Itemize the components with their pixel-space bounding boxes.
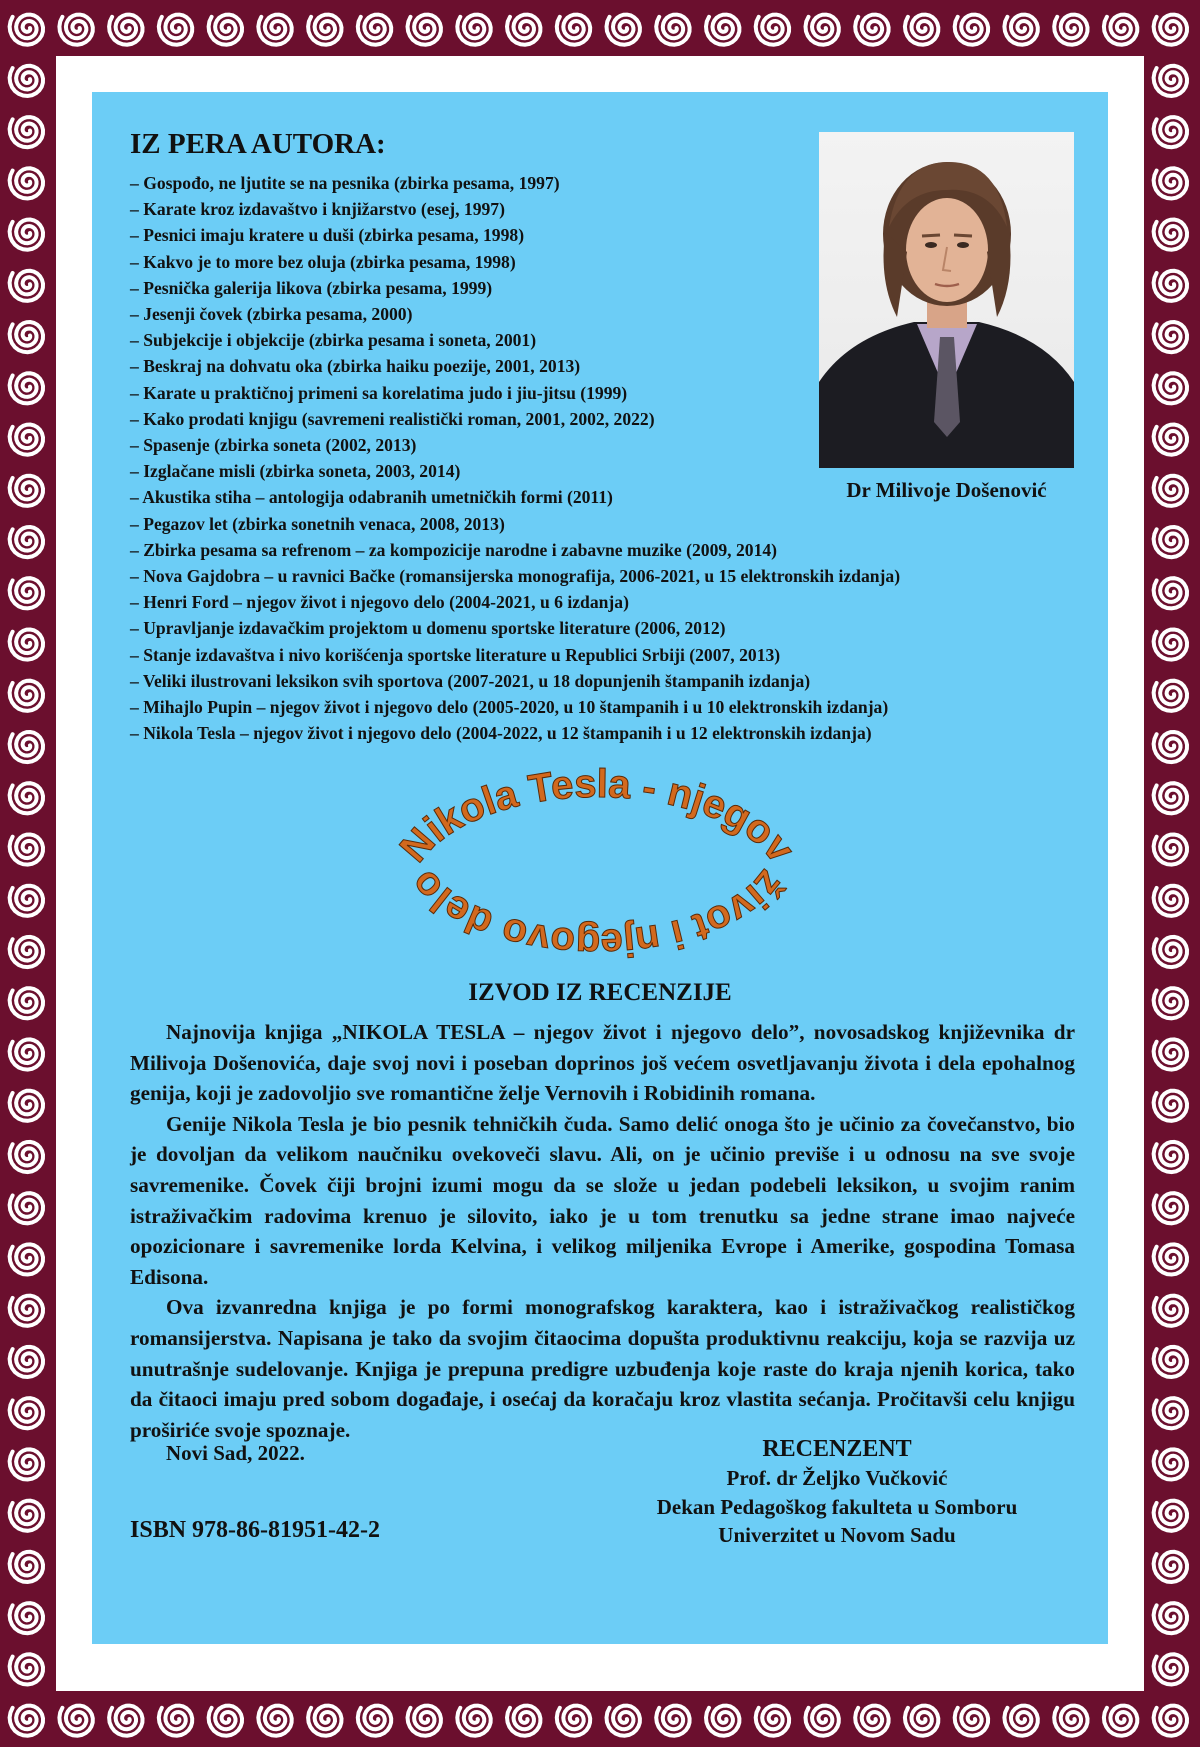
spiral-icon bbox=[1154, 988, 1187, 1018]
spiral-icon bbox=[10, 322, 43, 352]
spiral-icon bbox=[10, 1603, 43, 1633]
spiral-icon bbox=[557, 15, 590, 45]
spiral-icon bbox=[806, 1706, 839, 1736]
work-item: – Pegazov let (zbirka sonetnih venaca, 2008, 2013) bbox=[130, 513, 505, 534]
reviewer-name: Prof. dr Željko Vučković bbox=[726, 1466, 948, 1490]
spiral-icon bbox=[855, 15, 888, 45]
work-item: – Izglačane misli (zbirka soneta, 2003, 2014) bbox=[130, 461, 461, 482]
work-item: – Stanje izdavaštva i nivo korišćenja sportske literature u Republici Srbiji (2007, 2013) bbox=[130, 644, 781, 665]
spiral-icon bbox=[10, 783, 43, 813]
spiral-icon bbox=[1154, 886, 1187, 916]
work-item: – Jesenji čovek (zbirka pesama, 2000) bbox=[130, 304, 413, 325]
word-art-line-1: Nikola Tesla - njegov bbox=[391, 761, 803, 871]
spiral-icon bbox=[607, 15, 640, 45]
work-item: – Kakvo je to more bez oluja (zbirka pesama, 1998) bbox=[130, 251, 516, 272]
work-item: – Pesnička galerija likova (zbirka pesama, 1999) bbox=[130, 277, 493, 298]
spiral-icon bbox=[10, 630, 43, 660]
spiral-icon bbox=[507, 15, 540, 45]
spiral-icon bbox=[10, 1398, 43, 1428]
work-item: – Beskraj na dohvatu oka (zbirka haiku poezije, 2001, 2013) bbox=[130, 356, 581, 377]
spiral-icon bbox=[10, 220, 43, 250]
spiral-icon bbox=[1154, 937, 1187, 967]
spiral-icon bbox=[59, 1706, 92, 1736]
work-item: – Karate u praktičnoj primeni sa korelatima judo i jiu-jitsu (1999) bbox=[130, 382, 628, 403]
spiral-icon bbox=[10, 1347, 43, 1377]
spiral-icon bbox=[10, 1091, 43, 1121]
work-item: – Kako prodati knjigu (savremeni realistički roman, 2001, 2002, 2022) bbox=[130, 408, 655, 429]
spiral-icon bbox=[1154, 1091, 1187, 1121]
spiral-icon bbox=[1004, 15, 1037, 45]
word-art-line-2: život i njegovo delo bbox=[401, 861, 793, 966]
spiral-icon bbox=[10, 15, 43, 45]
spiral-icon bbox=[10, 271, 43, 301]
spiral-icon bbox=[10, 1244, 43, 1274]
spiral-icon bbox=[10, 1142, 43, 1172]
spiral-icon bbox=[10, 476, 43, 506]
spiral-icon bbox=[507, 1706, 540, 1736]
spiral-icon bbox=[1154, 1244, 1187, 1274]
spiral-icon bbox=[1154, 527, 1187, 557]
spiral-icon bbox=[10, 1039, 43, 1069]
spiral-icon bbox=[109, 1706, 142, 1736]
spiral-icon bbox=[1154, 271, 1187, 301]
review-paragraph: Genije Nikola Tesla je bio pesnik tehničkih čuda. Samo delić onoga što je učinio za čovečanstvo, bio je dovoljan da velikom naučniku ovekoveči slavu. Ali, on je učinio previše i u odnosu na sve svoje savremenike. Čovek čiji brojni izumi mogu da se slože u jedan podebeli leksikon, u svojim ranim istraživačkim radovima krenuo je silovito, iako je u tom trenutku sa jedne strane imao najveće opozicionare i savremenike lorda Kelvina, i velikog miljenika Evrope i Amerike, gospodina Tomasa Edisona. bbox=[130, 1111, 1075, 1289]
review-text bbox=[130, 1017, 1075, 1445]
spiral-icon bbox=[10, 937, 43, 967]
spiral-icon bbox=[1154, 1603, 1187, 1633]
spiral-icon bbox=[10, 66, 43, 96]
spiral-icon bbox=[1154, 1039, 1187, 1069]
spiral-icon bbox=[1154, 322, 1187, 352]
spiral-icon bbox=[1154, 578, 1187, 608]
reviewer-institution: Univerzitet u Novom Sadu bbox=[718, 1523, 956, 1547]
spiral-icon bbox=[855, 1706, 888, 1736]
spiral-icon bbox=[1054, 1706, 1087, 1736]
spiral-icon bbox=[905, 15, 938, 45]
spiral-icon bbox=[109, 15, 142, 45]
work-item: – Zbirka pesama sa refrenom – za kompozicije narodne i zabavne muzike (2009, 2014) bbox=[130, 539, 778, 560]
spiral-icon bbox=[10, 527, 43, 557]
spiral-icon bbox=[10, 1296, 43, 1326]
svg-text:život i njegovo delo bbox=[402, 862, 793, 965]
place-date: Novi Sad, 2022. bbox=[166, 1441, 305, 1465]
work-item: – Veliki ilustrovani leksikon svih sportova (2007-2021, u 18 dopunjenih štampanih izdanja) bbox=[130, 670, 811, 691]
work-item: – Spasenje (zbirka soneta (2002, 2013) bbox=[130, 435, 417, 456]
work-item: – Nikola Tesla – njegov život i njegovo delo (2004-2022, u 12 štampanih i u 12 elektronskih izdanja) bbox=[130, 723, 872, 744]
spiral-icon bbox=[557, 1706, 590, 1736]
spiral-icon bbox=[955, 1706, 988, 1736]
spiral-icon bbox=[159, 15, 192, 45]
spiral-icon bbox=[1154, 783, 1187, 813]
spiral-icon bbox=[10, 835, 43, 865]
spiral-icon bbox=[209, 15, 242, 45]
spiral-icon bbox=[358, 15, 391, 45]
spiral-icon bbox=[1154, 1347, 1187, 1377]
spiral-icon bbox=[1154, 835, 1187, 865]
spiral-icon bbox=[756, 15, 789, 45]
spiral-icon bbox=[1154, 1706, 1187, 1736]
work-item: – Gospođo, ne ljutite se na pesnika (zbirka pesama, 1997) bbox=[130, 173, 560, 193]
spiral-icon bbox=[1154, 1501, 1187, 1531]
spiral-icon bbox=[408, 15, 441, 45]
reviewer-block bbox=[617, 1434, 1057, 1550]
spiral-icon bbox=[1154, 630, 1187, 660]
spiral-icon bbox=[10, 373, 43, 403]
spiral-icon bbox=[1154, 681, 1187, 711]
work-item: – Akustika stiha – antologija odabranih umetničkih formi (2011) bbox=[130, 487, 613, 508]
spiral-icon bbox=[1104, 1706, 1137, 1736]
spiral-icon bbox=[706, 1706, 739, 1736]
work-item: – Upravljanje izdavačkim projektom u domenu sportske literature (2006, 2012) bbox=[130, 618, 726, 639]
review-paragraph: Ova izvanredna knjiga je po formi monografskog karaktera, kao i istraživačkog realističkog romansijerstva. Napisana je tako da svojim čitaocima dopušta produktivnu reakciju, koja se razvija uz unutrašnje sudelovanje. Knjiga je prepuna predigre uzbuđenja koje raste do kraja njenih korica, tako da čitaoci imaju pred sobom događaje, i osećaj da koračaju kroz vlastita sećanja. Pročitavši celu knjigu proširiće svoje spoznaje. bbox=[130, 1295, 1075, 1442]
spiral-icon bbox=[10, 988, 43, 1018]
spiral-icon bbox=[1154, 1296, 1187, 1326]
spiral-icon bbox=[756, 1706, 789, 1736]
spiral-icon bbox=[10, 681, 43, 711]
spiral-icon bbox=[308, 15, 341, 45]
spiral-icon bbox=[10, 1193, 43, 1223]
spiral-icon bbox=[1054, 15, 1087, 45]
spiral-icon bbox=[1154, 1654, 1187, 1684]
work-item: – Subjekcije i objekcije (zbirka pesama i soneta, 2001) bbox=[130, 330, 537, 351]
spiral-icon bbox=[59, 15, 92, 45]
spiral-icon bbox=[10, 1654, 43, 1684]
spiral-icon bbox=[10, 425, 43, 455]
spiral-icon bbox=[457, 15, 490, 45]
spiral-icon bbox=[10, 1501, 43, 1531]
author-works-heading: IZ PERA AUTORA: bbox=[130, 128, 386, 160]
author-photo bbox=[819, 132, 1074, 468]
spiral-icon bbox=[159, 1706, 192, 1736]
spiral-icon bbox=[408, 1706, 441, 1736]
review-title: IZVOD IZ RECENZIJE bbox=[468, 979, 732, 1006]
spiral-icon bbox=[1154, 732, 1187, 762]
works-list bbox=[130, 170, 900, 746]
review-paragraph: Najnovija knjiga „NIKOLA TESLA – njegov život i njegovo delo”, novosadskog književnika dr Milivoja Došenovića, daje svoj novi i poseban doprinos još većem osvetljavanju života i dela epohalnog genija, koji je zadovoljio sve romantične želje Vernovih i Robidinih romana. bbox=[130, 1020, 1075, 1106]
spiral-icon bbox=[1154, 1193, 1187, 1223]
spiral-icon bbox=[10, 1706, 43, 1736]
spiral-icon bbox=[1154, 373, 1187, 403]
spiral-icon bbox=[10, 117, 43, 147]
reviewer-position: Dekan Pedagoškog fakulteta u Somboru bbox=[656, 1494, 1018, 1519]
spiral-icon bbox=[656, 15, 689, 45]
work-item: – Henri Ford – njegov život i njegovo delo (2004-2021, u 6 izdanja) bbox=[130, 592, 629, 613]
spiral-icon bbox=[358, 1706, 391, 1736]
reviewer-heading: RECENZENT bbox=[762, 1436, 912, 1462]
spiral-icon bbox=[607, 1706, 640, 1736]
spiral-icon bbox=[209, 1706, 242, 1736]
spiral-icon bbox=[955, 15, 988, 45]
spiral-icon bbox=[10, 732, 43, 762]
work-item: – Nova Gajdobra – u ravnici Bačke (romansijerska monografija, 2006-2021, u 15 elektronskih izdanja) bbox=[130, 566, 901, 587]
spiral-icon bbox=[10, 1552, 43, 1582]
spiral-icon bbox=[258, 15, 291, 45]
work-item: – Pesnici imaju kratere u duši (zbirka pesama, 1998) bbox=[130, 225, 525, 246]
spiral-icon bbox=[1154, 1142, 1187, 1172]
spiral-icon bbox=[1154, 117, 1187, 147]
spiral-icon bbox=[905, 1706, 938, 1736]
spiral-icon bbox=[806, 15, 839, 45]
spiral-icon bbox=[1154, 168, 1187, 198]
spiral-icon bbox=[10, 886, 43, 916]
spiral-icon bbox=[1104, 15, 1137, 45]
spiral-icon bbox=[1154, 476, 1187, 506]
spiral-icon bbox=[1154, 1449, 1187, 1479]
work-item: – Mihajlo Pupin – njegov život i njegovo delo (2005-2020, u 10 štampanih i u 10 elektronskih izdanja) bbox=[130, 697, 889, 718]
spiral-icon bbox=[1154, 220, 1187, 250]
spiral-icon bbox=[656, 1706, 689, 1736]
spiral-icon bbox=[1154, 425, 1187, 455]
spiral-icon bbox=[258, 1706, 291, 1736]
spiral-icon bbox=[10, 1449, 43, 1479]
spiral-icon bbox=[1154, 1552, 1187, 1582]
photo-caption: Dr Milivoje Došenović bbox=[846, 478, 1047, 502]
spiral-icon bbox=[1154, 1398, 1187, 1428]
spiral-icon bbox=[706, 15, 739, 45]
spiral-icon bbox=[308, 1706, 341, 1736]
spiral-icon bbox=[457, 1706, 490, 1736]
isbn: ISBN 978-86-81951-42-2 bbox=[130, 1517, 380, 1543]
spiral-icon bbox=[1004, 1706, 1037, 1736]
spiral-icon bbox=[1154, 66, 1187, 96]
work-item: – Karate kroz izdavaštvo i knjižarstvo (esej, 1997) bbox=[130, 199, 505, 220]
title-word-art bbox=[372, 742, 822, 972]
spiral-icon bbox=[10, 578, 43, 608]
svg-text:Nikola Tesla - njegov bbox=[392, 762, 803, 871]
content-panel bbox=[92, 92, 1108, 1644]
spiral-icon bbox=[1154, 15, 1187, 45]
spiral-icon bbox=[10, 168, 43, 198]
